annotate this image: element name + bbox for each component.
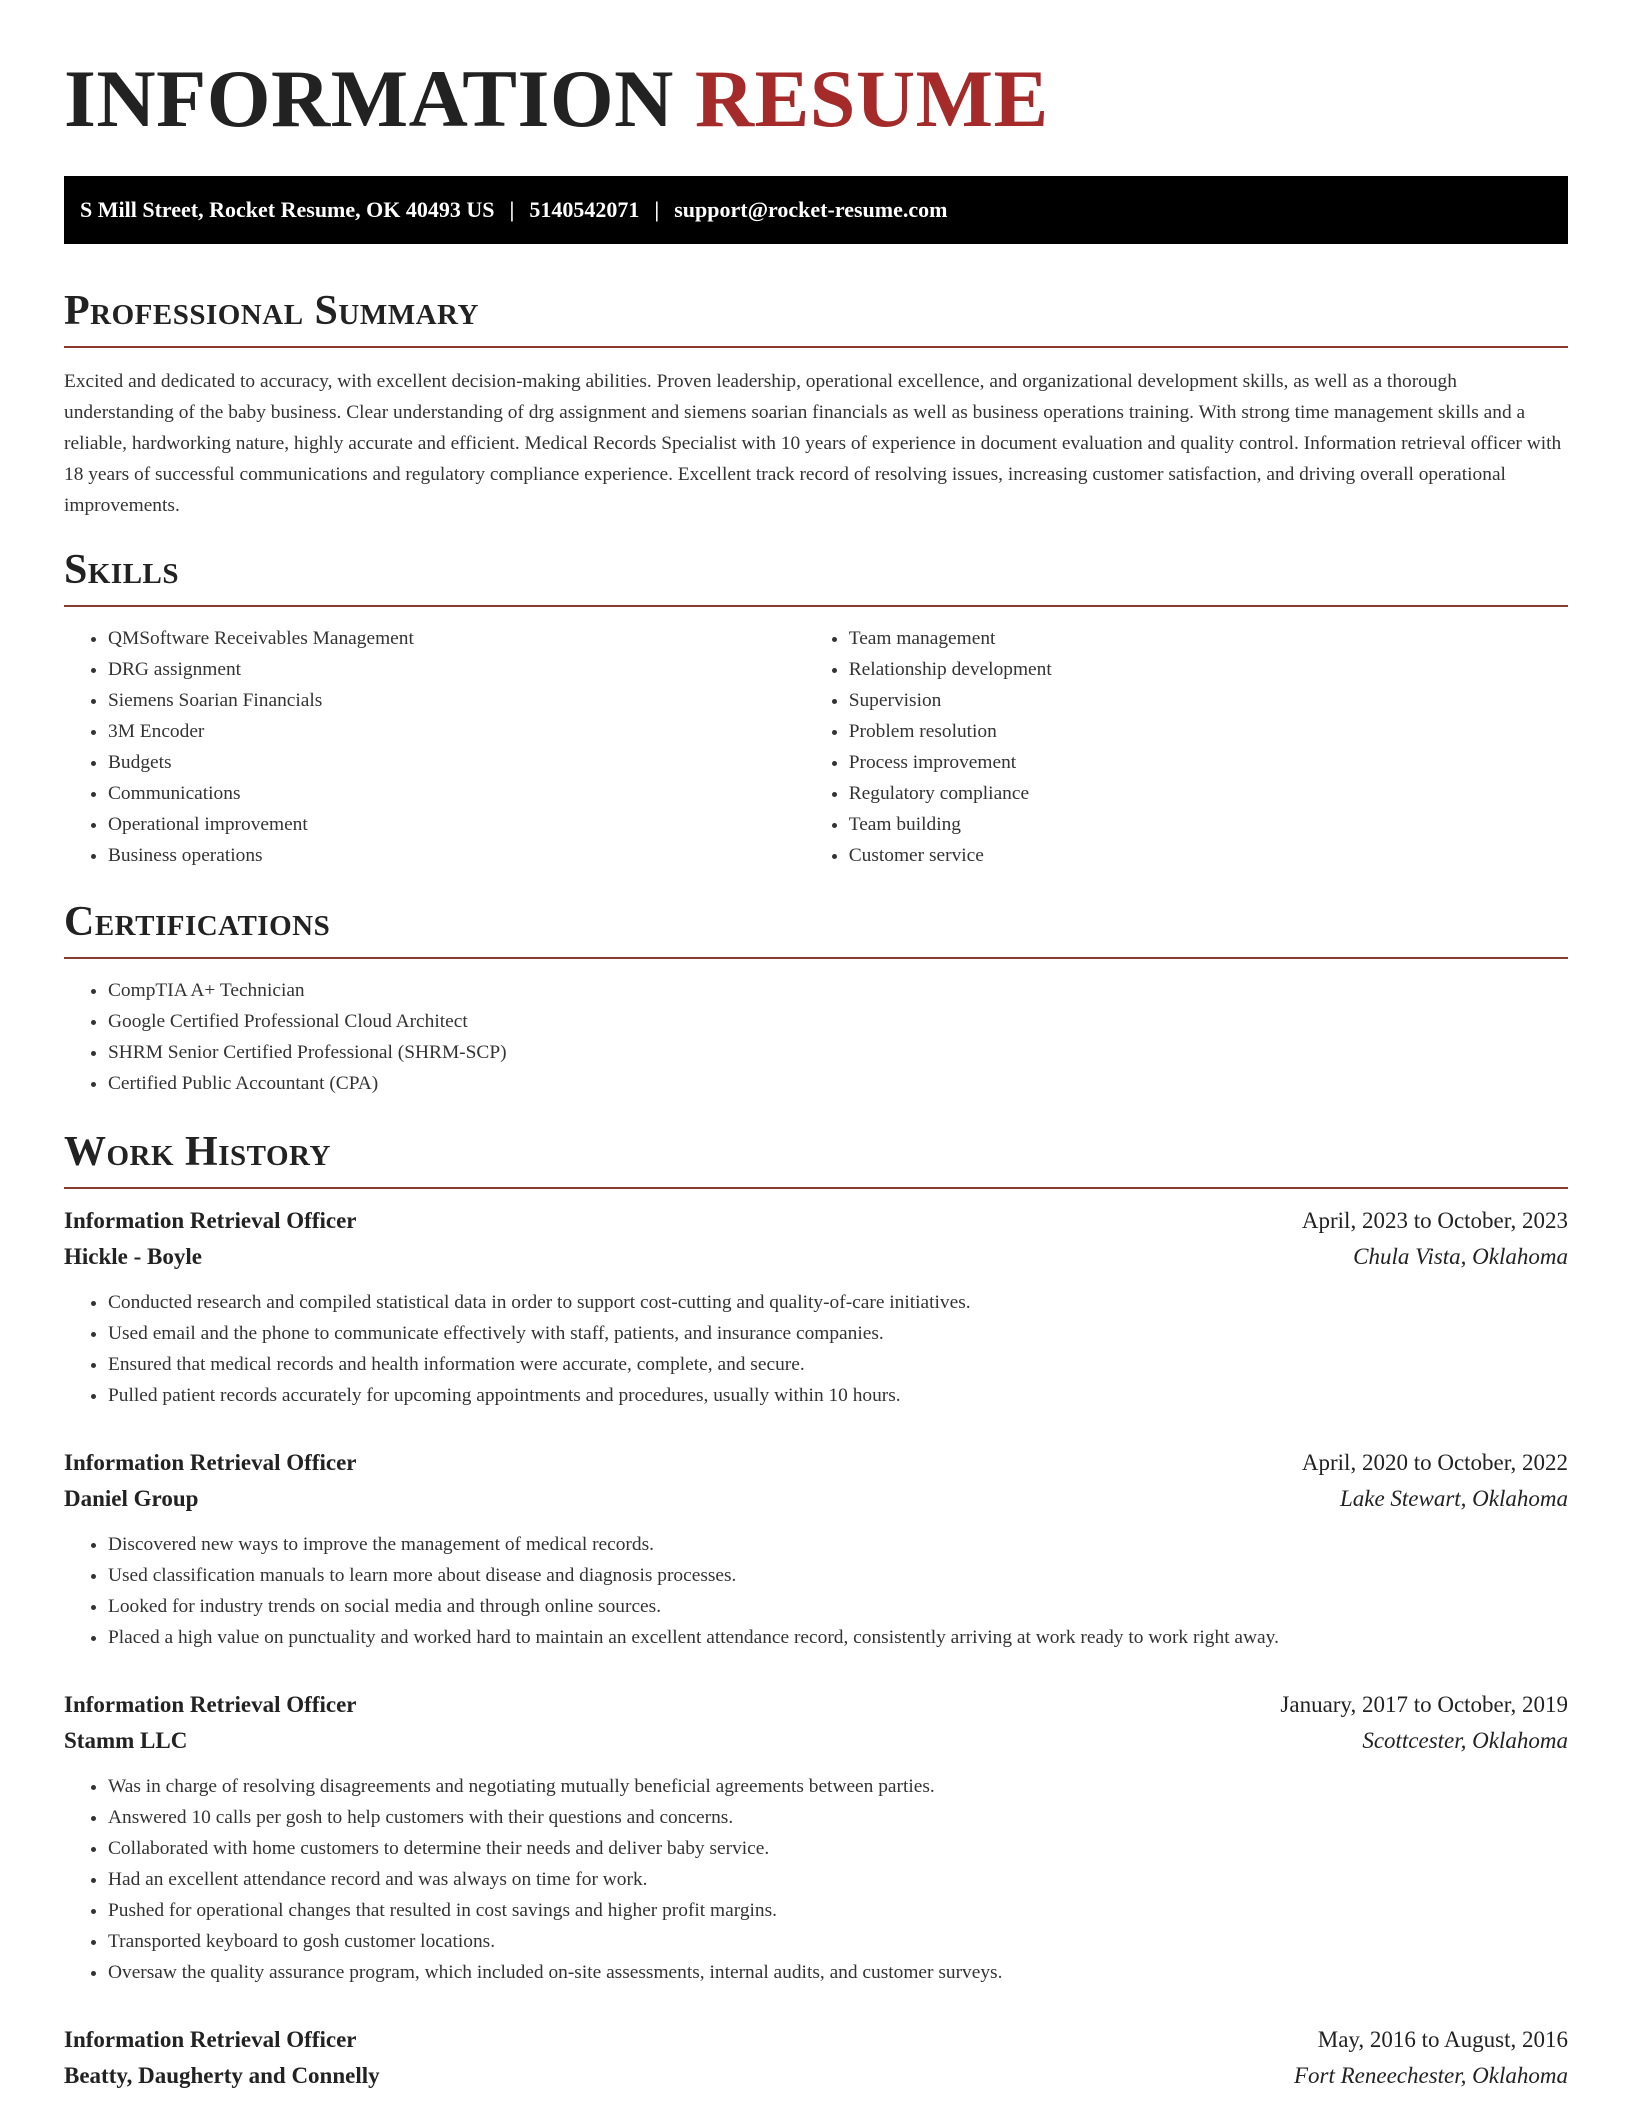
job-bullet: • Collaborated with home customers to determine their needs and deliver baby service.: [108, 1833, 1568, 1864]
job-header-row: [64, 2022, 1568, 2058]
job-title: Information Retrieval Officer: [64, 2027, 357, 2052]
skill-item: • Communications: [108, 778, 805, 809]
job-company-row: [64, 1481, 1568, 1517]
summary-section: [64, 286, 1568, 521]
job-bullet: • Used email and the phone to communicate effectively with staff, patients, and insurance companies.: [108, 1318, 1568, 1349]
job-entry: [64, 1687, 1568, 1988]
skill-item: • Operational improvement: [108, 809, 805, 840]
job-location: Lake Stewart, Oklahoma: [1339, 1486, 1568, 1511]
certification-item: • Google Certified Professional Cloud Architect: [108, 1006, 1568, 1037]
skill-item: • Team management: [849, 623, 1568, 654]
job-company: Daniel Group: [64, 1486, 199, 1511]
job-location: Fort Reneechester, Oklahoma: [1293, 2063, 1568, 2088]
job-entry: [64, 1445, 1568, 1653]
skill-item: • Business operations: [108, 840, 805, 871]
job-bullet: • Ensured that medical records and health information were accurate, complete, and secure.: [108, 1349, 1568, 1380]
skill-item: • Supervision: [849, 685, 1568, 716]
name-first: INFORMATION: [64, 53, 674, 144]
contact-separator: |: [509, 197, 515, 222]
job-title: Information Retrieval Officer: [64, 1208, 357, 1233]
job-bullet: • Placed a high value on punctuality and worked hard to maintain an excellent attendance record, consistently arriving at work ready to work right away.: [108, 1622, 1568, 1653]
job-entry: [64, 1203, 1568, 1411]
section-divider: [64, 957, 1568, 959]
job-company: Hickle - Boyle: [64, 1244, 202, 1269]
section-divider: [64, 605, 1568, 607]
skill-item: • Regulatory compliance: [849, 778, 1568, 809]
contact-bar: [64, 176, 1568, 244]
job-bullets: [64, 1529, 1568, 1653]
summary-text: Excited and dedicated to accuracy, with excellent decision-making abilities. Proven leadership, operational excellence, and organizational development skills, as well as a thorough understanding of the baby business. Clear understanding of drg assignment and siemens soarian financials as well as business operations training. With strong time management skills and a reliable, hardworking nature, highly accurate and efficient. Medical Records Specialist with 10 years of experience in document evaluation and quality control. Information retrieval officer with 18 years of successful communications and regulatory compliance experience. Excellent track record of resolving issues, increasing customer satisfaction, and driving overall operational improvements.: [64, 371, 1562, 516]
contact-phone: 5140542071: [529, 197, 640, 222]
job-company-row: [64, 1239, 1568, 1275]
skill-item: • Budgets: [108, 747, 805, 778]
job-location: Scottcester, Oklahoma: [1362, 1728, 1568, 1753]
work-history-section: [64, 1127, 1568, 2094]
skill-item: • Customer service: [849, 840, 1568, 871]
job-bullet: • Oversaw the quality assurance program, which included on-site assessments, internal audits, and customer surveys.: [108, 1957, 1568, 1988]
skills-grid: [64, 623, 1568, 871]
section-title-work-history: Work History: [64, 1129, 331, 1175]
skill-item: • 3M Encoder: [108, 716, 805, 747]
contact-separator: |: [654, 197, 660, 222]
job-company-row: [64, 1723, 1568, 1759]
section-title-summary: Professional Summary: [64, 288, 479, 334]
certification-item: • CompTIA A+ Technician: [108, 975, 1568, 1006]
skill-item: • Problem resolution: [849, 716, 1568, 747]
job-bullet: • Looked for industry trends on social media and through online sources.: [108, 1591, 1568, 1622]
skill-item: • QMSoftware Receivables Management: [108, 623, 805, 654]
skills-list-left: [64, 623, 805, 871]
job-company: Beatty, Daugherty and Connelly: [64, 2063, 380, 2088]
certification-item: • Certified Public Accountant (CPA): [108, 1068, 1568, 1099]
job-entry: [64, 2022, 1568, 2094]
certifications-list: [64, 975, 1568, 1099]
job-bullet: • Used classification manuals to learn more about disease and diagnosis processes.: [108, 1560, 1568, 1591]
job-bullet: • Had an excellent attendance record and was always on time for work.: [108, 1864, 1568, 1895]
contact-email: support@rocket-resume.com: [674, 197, 948, 222]
certifications-section: [64, 897, 1568, 1099]
skill-item: • Team building: [849, 809, 1568, 840]
certification-item: • SHRM Senior Certified Professional (SHRM-SCP): [108, 1037, 1568, 1068]
job-bullet: • Pushed for operational changes that resulted in cost savings and higher profit margins.: [108, 1895, 1568, 1926]
skill-item: • DRG assignment: [108, 654, 805, 685]
job-header-row: [64, 1203, 1568, 1239]
section-divider: [64, 346, 1568, 348]
job-bullet: • Was in charge of resolving disagreements and negotiating mutually beneficial agreements between parties.: [108, 1771, 1568, 1802]
job-company-row: [64, 2058, 1568, 2094]
job-title: Information Retrieval Officer: [64, 1692, 357, 1717]
section-title-certifications: Certifications: [64, 899, 331, 945]
skills-section: [64, 545, 1568, 871]
job-company: Stamm LLC: [64, 1728, 188, 1753]
job-header-row: [64, 1687, 1568, 1723]
skills-list-right: [805, 623, 1568, 871]
job-bullets: [64, 1287, 1568, 1411]
skill-item: • Process improvement: [849, 747, 1568, 778]
section-title-skills: Skills: [64, 547, 180, 593]
job-bullet: • Transported keyboard to gosh customer locations.: [108, 1926, 1568, 1957]
job-dates: January, 2017 to October, 2019: [1280, 1692, 1568, 1717]
job-dates: April, 2020 to October, 2022: [1301, 1450, 1568, 1475]
job-bullets: [64, 1771, 1568, 1988]
job-bullet: • Pulled patient records accurately for upcoming appointments and procedures, usually within 10 hours.: [108, 1380, 1568, 1411]
job-bullet: • Answered 10 calls per gosh to help customers with their questions and concerns.: [108, 1802, 1568, 1833]
job-bullet: • Conducted research and compiled statistical data in order to support cost-cutting and quality-of-care initiatives.: [108, 1287, 1568, 1318]
job-dates: April, 2023 to October, 2023: [1301, 1208, 1568, 1233]
resume-name: [64, 0, 1568, 144]
skill-item: • Relationship development: [849, 654, 1568, 685]
job-dates: May, 2016 to August, 2016: [1317, 2027, 1568, 2052]
job-location: Chula Vista, Oklahoma: [1353, 1244, 1568, 1269]
contact-address: S Mill Street, Rocket Resume, OK 40493 US: [80, 197, 495, 222]
section-divider: [64, 1187, 1568, 1189]
job-title: Information Retrieval Officer: [64, 1450, 357, 1475]
job-header-row: [64, 1445, 1568, 1481]
name-last: RESUME: [694, 53, 1049, 144]
skill-item: • Siemens Soarian Financials: [108, 685, 805, 716]
job-bullet: • Discovered new ways to improve the management of medical records.: [108, 1529, 1568, 1560]
